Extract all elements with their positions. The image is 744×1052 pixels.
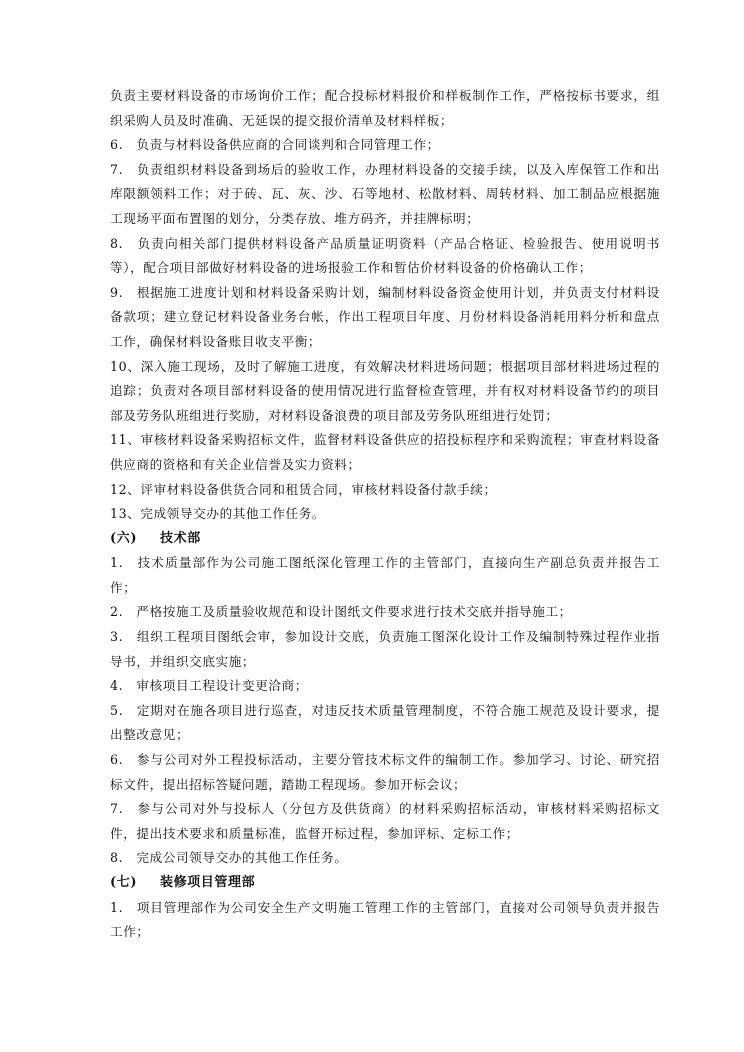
paragraph: 2. 严格按施工及质量验收规范和设计图纸文件要求进行技术交底并指导施工； bbox=[110, 604, 572, 620]
section-title: 技术部 bbox=[160, 530, 201, 546]
paragraph: 负责主要材料设备的市场询价工作；配合投标材料报价和样板制作工作，严格按标书要求，组织采购人员及时准确、无延误的提交报价清单及材料样板； bbox=[110, 88, 660, 128]
paragraph: 3. 组织工程项目图纸会审，参加设计交底，负责施工图深化设计工作及编制特殊过程作业指导书，并组织交底实施； bbox=[110, 629, 660, 669]
paragraph: 4. 审核项目工程设计变更洽商； bbox=[110, 678, 308, 694]
paragraph: 5. 定期对在施各项目进行巡查，对违反技术质量管理制度，不符合施工规范及设计要求，提出整改意见； bbox=[110, 702, 660, 743]
section-number: (六) bbox=[110, 530, 138, 546]
section-number: (七) bbox=[110, 875, 138, 890]
paragraph: 10、深入施工现场，及时了解施工进度，有效解决材料进场问题；根据项目部材料进场过程的追踪；负责对各项目部材料设备的使用情况进行监督检查管理，并有权对材料设备节约的项目部及劳务队班组进行奖励，对材料设备浪费的项目部及劳务队班组进行处罚； bbox=[110, 358, 660, 423]
paragraph: 1. 项目管理部作为公司安全生产文明施工管理工作的主管部门，直接对公司领导负责并报告工作； bbox=[110, 899, 660, 940]
paragraph: 13、完成领导交办的其他工作任务。 bbox=[110, 506, 326, 522]
paragraph: 6. 负责与材料设备供应商的合同谈判和合同管理工作； bbox=[110, 137, 440, 153]
paragraph: 8. 完成公司领导交办的其他工作任务。 bbox=[110, 850, 348, 866]
paragraph: 9. 根据施工进度计划和材料设备采购计划，编制材料设备资金使用计划，并负责支付材料设备款项；建立登记材料设备业务台帐，作出工程项目年度、月份材料设备消耗用料分析和盘点工作，确保材料设备账目收支平衡； bbox=[110, 284, 660, 349]
section-title: 装修项目管理部 bbox=[160, 875, 256, 890]
section-heading bbox=[110, 527, 660, 552]
section-heading bbox=[110, 871, 660, 896]
paragraph: 7. 负责组织材料设备到场后的验收工作，办理材料设备的交接手续，以及入库保管工作和出库限额领料工作；对于砖、瓦、灰、沙、石等地材、松散材料、周转材料、加工制品应根据施工现场平面布置图的划分，分类存放、堆方码齐，并挂牌标明； bbox=[110, 161, 660, 226]
paragraph: 1. 技术质量部作为公司施工图纸深化管理工作的主管部门，直接向生产副总负责并报告工作； bbox=[110, 555, 660, 595]
paragraph: 6. 参与公司对外工程投标活动，主要分管技术标文件的编制工作。参加学习、讨论、研究招标文件，提出招标答疑问题，踏勘工程现场。参加开标会议； bbox=[110, 752, 660, 792]
paragraph: 8. 负责向相关部门提供材料设备产品质量证明资料（产品合格证、检验报告、使用说明书等），配合项目部做好材料设备的进场报验工作和暂估价材料设备的价格确认工作； bbox=[110, 235, 660, 276]
paragraph: 7. 参与公司对外与投标人（分包方及供货商）的材料采购招标活动，审核材料采购招标文件，提出技术要求和质量标准，监督开标过程，参加评标、定标工作； bbox=[110, 801, 660, 841]
paragraph: 12、评审材料设备供货合同和租赁合同，审核材料设备付款手续； bbox=[110, 481, 497, 497]
paragraph: 11、审核材料设备采购招标文件，监督材料设备供应的招投标程序和采购流程；审查材料设备供应商的资格和有关企业信誉及实力资料； bbox=[110, 432, 660, 472]
